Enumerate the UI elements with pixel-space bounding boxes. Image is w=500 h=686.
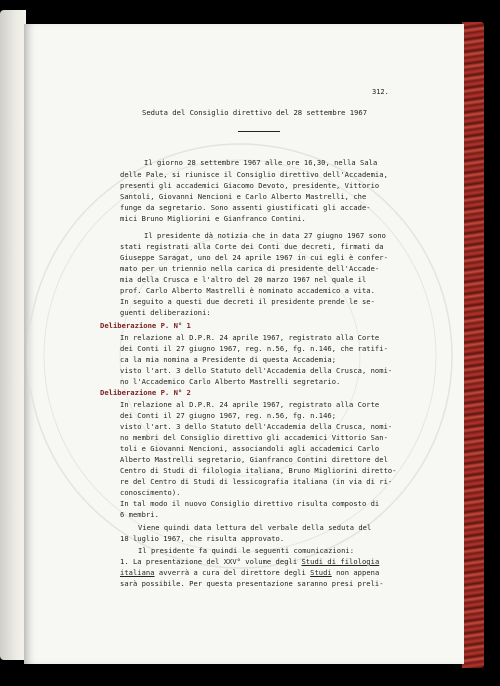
text-line: Viene quindi data lettura del verbale della seduta del: [138, 523, 372, 532]
text-segment: 1. La presentazione del XXV° volume degli: [120, 557, 302, 566]
text-line: In relazione al D.P.R. 24 aprile 1967, registrato alla Corte: [120, 400, 380, 409]
text-line: In seguito a questi due decreti il presidente prende le se-: [120, 297, 375, 306]
left-page-edge: [0, 10, 26, 660]
text-line: mia della Crusca e l'altro del 20 marzo 1967 nel quale il: [120, 275, 367, 284]
text-line: guenti deliberazioni:: [120, 308, 211, 317]
text-line: mici Bruno Migliorini e Gianfranco Contini.: [120, 214, 306, 223]
text-line: Giuseppe Saragat, uno del 24 aprile 1967 in cui egli è confer-: [120, 253, 388, 262]
text-line: prof. Carlo Alberto Mastrelli è nominato accademico a vita.: [120, 286, 375, 295]
text-line: visto l'art. 3 dello Statuto dell'Accademia della Crusca, nomi-: [120, 366, 393, 375]
page-number: 312.: [372, 88, 389, 96]
document-title: Seduta del Consiglio direttivo del 28 settembre 1967: [142, 108, 368, 117]
text-line: visto l'art. 3 dello Statuto dell'Accademia della Crusca, nomi-: [120, 422, 393, 431]
text-line: presenti gli accademici Giacomo Devoto, presidente, Vittorio: [120, 181, 380, 190]
text-segment: non appena: [331, 568, 380, 577]
deliberation-heading: Deliberazione P. N° 1: [100, 321, 191, 330]
text-line: mato per un triennio nella carica di presidente dell'Accade-: [120, 264, 380, 273]
text-line: 18 luglio 1967, che risulta approvato.: [120, 534, 285, 543]
text-line: ca la mia nomina a Presidente di questa Accademia;: [120, 355, 337, 364]
title-underline: [238, 131, 280, 132]
text-line: Il giorno 28 settembre 1967 alle ore 16,30, nella Sala: [144, 158, 378, 167]
text-line: Centro di Studi di filologia italiana, Bruno Migliorini diretto-: [120, 466, 397, 475]
text-line: In tal modo il nuovo Consiglio direttivo risulta composto di: [120, 499, 380, 508]
text-segment: avverrà a cura del direttore degli: [154, 568, 311, 577]
text-line: stati registrati alla Corte dei Conti due decreti, firmati da: [120, 242, 384, 251]
text-line: no l'Accademico Carlo Alberto Mastrelli segretario.: [120, 377, 341, 386]
text-line: dei Conti il 27 giugno 1967, reg. n.56, fg. n.146, che ratifi-: [120, 344, 388, 353]
text-line: Il presidente fa quindi le seguenti comunicazioni:: [138, 546, 355, 555]
deliberation-heading: Deliberazione P. N° 2: [100, 388, 191, 397]
text-line: re del Centro di Studi di lessicografia italiana (in via di ri-: [120, 477, 393, 486]
underlined-title: italiana: [120, 568, 155, 577]
text-line: funge da segretario. Sono assenti giustificati gli accade-: [120, 203, 371, 212]
text-line: Santoli, Giovanni Nencioni e Carlo Alberto Mastrelli, che: [120, 192, 367, 201]
text-line: [120, 557, 379, 566]
text-line: delle Pale, si riunisce il Consiglio direttivo dell'Accademia,: [120, 170, 388, 179]
underlined-title: Studi di filologia: [301, 557, 380, 566]
text-line: no membri del Consiglio direttivo gli accademici Vittorio San-: [120, 433, 388, 442]
book-marbled-edge: [462, 22, 484, 668]
text-line: [120, 568, 379, 577]
text-line: Alberto Mastrelli segretario, Gianfranco Contini direttore del: [120, 455, 388, 464]
text-line: conoscimento).: [120, 488, 181, 497]
text-line: sarà possibile. Per questa presentazione saranno presi preli-: [120, 579, 384, 588]
text-line: In relazione al D.P.R. 24 aprile 1967, registrato alla Corte: [120, 333, 380, 342]
text-line: 6 membri.: [120, 510, 159, 519]
text-line: toli e Giovanni Nencioni, associandoli agli accademici Carlo: [120, 444, 380, 453]
underlined-title: Studi: [310, 568, 332, 577]
text-line: Il presidente dà notizia che in data 27 giugno 1967 sono: [144, 231, 386, 240]
text-line: dei Conti il 27 giugno 1967, reg. n.56, fg. n.146;: [120, 411, 337, 420]
